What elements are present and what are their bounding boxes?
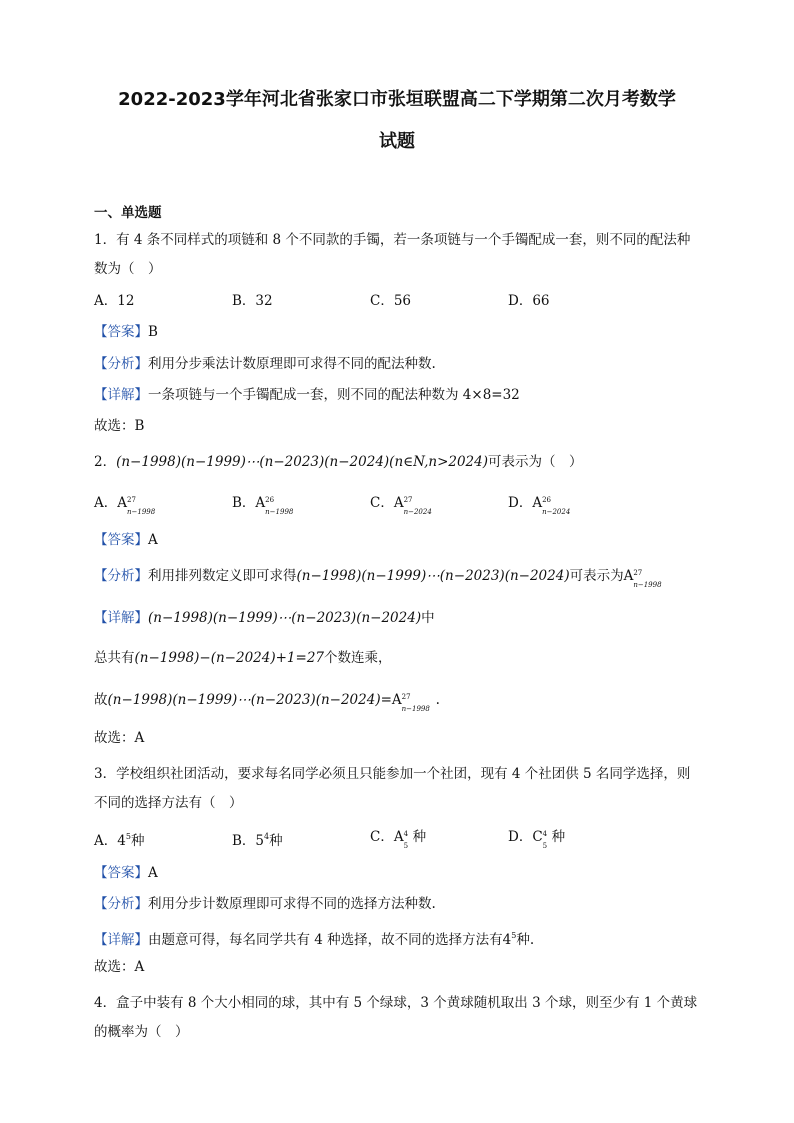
permutation-symbol: A xyxy=(117,495,127,511)
q2-option-b-letter: B． xyxy=(232,495,256,511)
q3-analysis-text: 利用分步计数原理即可求得不同的选择方法种数. xyxy=(148,896,436,912)
q3-option-a-sup: 5 xyxy=(125,832,131,841)
q2-option-d-sup: 26 xyxy=(542,496,551,504)
q3-option-c-sup: 4 xyxy=(403,830,409,838)
q2-option-b-sub: n−1998 xyxy=(265,508,294,516)
q1-detail xyxy=(94,385,520,405)
q3-option-c-unit: 种 xyxy=(412,829,427,845)
q2-option-a-sup: 27 xyxy=(127,496,136,504)
q3-option-a xyxy=(94,827,144,851)
q3-option-c-letter: C． xyxy=(370,829,394,845)
q2-option-c-letter: C． xyxy=(370,495,394,511)
q3-detail-base: 4 xyxy=(502,932,512,948)
q2-hence xyxy=(94,690,440,713)
answer-label: 【答案】 xyxy=(94,324,148,340)
q2-total-pre: 总共有 xyxy=(94,650,135,666)
q1-answer-value: B xyxy=(148,324,158,340)
q2-choose xyxy=(94,728,144,748)
q3-option-a-unit: 种 xyxy=(130,833,145,849)
q1-option-b: B．32 xyxy=(232,293,273,309)
q2-detail xyxy=(94,608,435,628)
q2-option-a-sub: n−1998 xyxy=(127,508,156,516)
q3-option-c-sub: 5 xyxy=(403,842,409,850)
q1-stem-line1: 1．有 4 条不同样式的项链和 8 个不同款的手镯，若一条项链与一个手镯配成一套，则不同的配法种 xyxy=(94,232,691,248)
q2-detail-post: 中 xyxy=(421,610,435,626)
q2-option-d-sub: n−2024 xyxy=(542,508,571,516)
q2-hence-expression: (n−1998)(n−1999)⋯(n−2023)(n−2024)= xyxy=(107,692,392,708)
q2-detail-expression: (n−1998)(n−1999)⋯(n−2023)(n−2024) xyxy=(148,610,422,626)
q3-option-a-base: 4 xyxy=(117,833,126,849)
analysis-label: 【分析】 xyxy=(94,356,148,372)
q3-option-b-unit: 种 xyxy=(269,833,283,849)
section-heading: 一、单选题 xyxy=(94,205,162,221)
permutation-symbol: A xyxy=(393,495,404,511)
q2-analysis-post: 可表示为 xyxy=(569,568,624,584)
q2-stem xyxy=(94,452,583,472)
q1-analysis-text: 利用分步乘法计数原理即可求得不同的配法种数. xyxy=(148,356,436,372)
q3-option-d-indices xyxy=(542,827,552,850)
q3-answer xyxy=(94,863,158,883)
q2-option-c xyxy=(370,493,438,516)
permutation-symbol: A xyxy=(623,568,634,584)
q3-stem-line2: 不同的选择方法有（ ） xyxy=(94,795,243,811)
q2-option-b-sup: 26 xyxy=(265,496,275,504)
q2-number: 2． xyxy=(94,454,117,470)
q2-option-b xyxy=(232,493,299,516)
q2-stem-tail: 可表示为（ ） xyxy=(488,454,583,470)
q3-option-d-base: C xyxy=(532,829,543,845)
q3-option-d xyxy=(508,827,566,850)
q2-option-c-sub: n−2024 xyxy=(403,508,432,516)
q3-option-c xyxy=(370,827,427,850)
q2-option-a xyxy=(94,493,161,516)
answer-label: 【答案】 xyxy=(94,865,148,881)
q1-option-a: A．12 xyxy=(94,293,135,309)
q3-option-d-unit: 种 xyxy=(551,829,566,845)
q2-analysis-sub: n−1998 xyxy=(633,581,662,589)
choose-label: 故选： xyxy=(94,959,135,975)
q4-stem-line1: 4．盒子中装有 8 个大小相同的球，其中有 5 个绿球，3 个黄球随机取出 3 个球，则至少有 1 个黄球 xyxy=(94,995,698,1011)
q3-option-d-sub: 5 xyxy=(542,842,548,850)
q2-answer-value: A xyxy=(148,532,158,548)
q3-detail xyxy=(94,926,534,950)
q2-hence-sup: 27 xyxy=(401,693,411,701)
q3-option-d-sup: 4 xyxy=(542,830,548,838)
q3-option-b-sup: 4 xyxy=(264,832,270,841)
q2-option-d xyxy=(508,493,576,516)
choose-label: 故选： xyxy=(94,730,135,746)
choose-label: 故选： xyxy=(94,418,135,434)
q2-option-d-letter: D． xyxy=(508,495,533,511)
q3-option-b xyxy=(232,827,283,851)
q2-option-a-letter: A． xyxy=(94,495,118,511)
q1-detail-text: 一条项链与一个手镯配成一套，则不同的配法种数为 4×8=32 xyxy=(148,387,520,403)
q3-choose-value: A xyxy=(134,959,145,975)
q2-total-expression: (n−1998)−(n−2024)+1=27 xyxy=(134,650,324,666)
doc-title-line2: 试题 xyxy=(379,131,415,152)
q2-hence-end: . xyxy=(435,692,440,708)
q2-total-post: 个数连乘， xyxy=(324,650,392,666)
q3-choose xyxy=(94,957,144,977)
detail-label: 【详解】 xyxy=(94,610,148,626)
q2-hence-pre: 故 xyxy=(94,692,108,708)
q3-answer-value: A xyxy=(148,865,158,881)
q2-total xyxy=(94,648,392,668)
q1-choose xyxy=(94,416,144,436)
permutation-symbol: A xyxy=(391,692,402,708)
q3-option-a-letter: A． xyxy=(94,833,118,849)
q2-option-c-sup: 27 xyxy=(403,496,413,504)
q3-option-b-letter: B． xyxy=(232,833,256,849)
q2-expression: (n−1998)(n−1999)⋯(n−2023)(n−2024)(n∈N,n>2024) xyxy=(116,454,489,470)
q2-option-d-indices xyxy=(542,493,576,516)
q1-option-c: C．56 xyxy=(370,293,412,309)
q3-detail-post: 种. xyxy=(516,932,535,948)
analysis-label: 【分析】 xyxy=(94,896,148,912)
q2-option-c-indices xyxy=(403,493,438,516)
q3-detail-sup: 5 xyxy=(511,931,517,940)
q2-answer xyxy=(94,530,158,550)
permutation-symbol: A xyxy=(255,495,266,511)
q1-option-d: D．66 xyxy=(508,293,550,309)
q2-analysis xyxy=(94,566,667,589)
q1-answer xyxy=(94,322,158,342)
q2-analysis-indices xyxy=(633,566,667,589)
q2-option-a-indices xyxy=(127,493,161,516)
q2-hence-indices xyxy=(401,690,436,713)
q2-analysis-expression: (n−1998)(n−1999)⋯(n−2023)(n−2024) xyxy=(296,568,570,584)
q3-option-d-letter: D． xyxy=(508,829,533,845)
q3-analysis xyxy=(94,894,436,914)
doc-title-line1: 2022-2023学年河北省张家口市张垣联盟高二下学期第二次月考数学 xyxy=(118,89,676,110)
q1-choose-value: B xyxy=(134,418,145,434)
q2-choose-value: A xyxy=(134,730,145,746)
permutation-symbol: A xyxy=(532,495,543,511)
q1-stem-line2: 数为（ ） xyxy=(94,261,162,277)
q2-option-b-indices xyxy=(265,493,299,516)
answer-label: 【答案】 xyxy=(94,532,148,548)
q3-stem-line1: 3．学校组织社团活动，要求每名同学必须且只能参加一个社团，现有 4 个社团供 5 名同学选择，则 xyxy=(94,766,691,782)
detail-label: 【详解】 xyxy=(94,387,148,403)
q4-stem-line2: 的概率为（ ） xyxy=(94,1024,189,1040)
detail-label: 【详解】 xyxy=(94,932,148,948)
q3-detail-pre: 由题意可得，每名同学共有 4 种选择，故不同的选择方法有 xyxy=(148,932,503,948)
q2-analysis-pre: 利用排列数定义即可求得 xyxy=(148,568,297,584)
q3-option-b-base: 5 xyxy=(255,833,265,849)
q1-analysis xyxy=(94,354,436,374)
analysis-label: 【分析】 xyxy=(94,568,148,584)
q2-analysis-sup: 27 xyxy=(633,569,643,577)
q2-hence-sub: n−1998 xyxy=(401,705,430,713)
q3-option-c-base: A xyxy=(393,829,404,845)
q3-option-c-indices xyxy=(403,827,413,850)
